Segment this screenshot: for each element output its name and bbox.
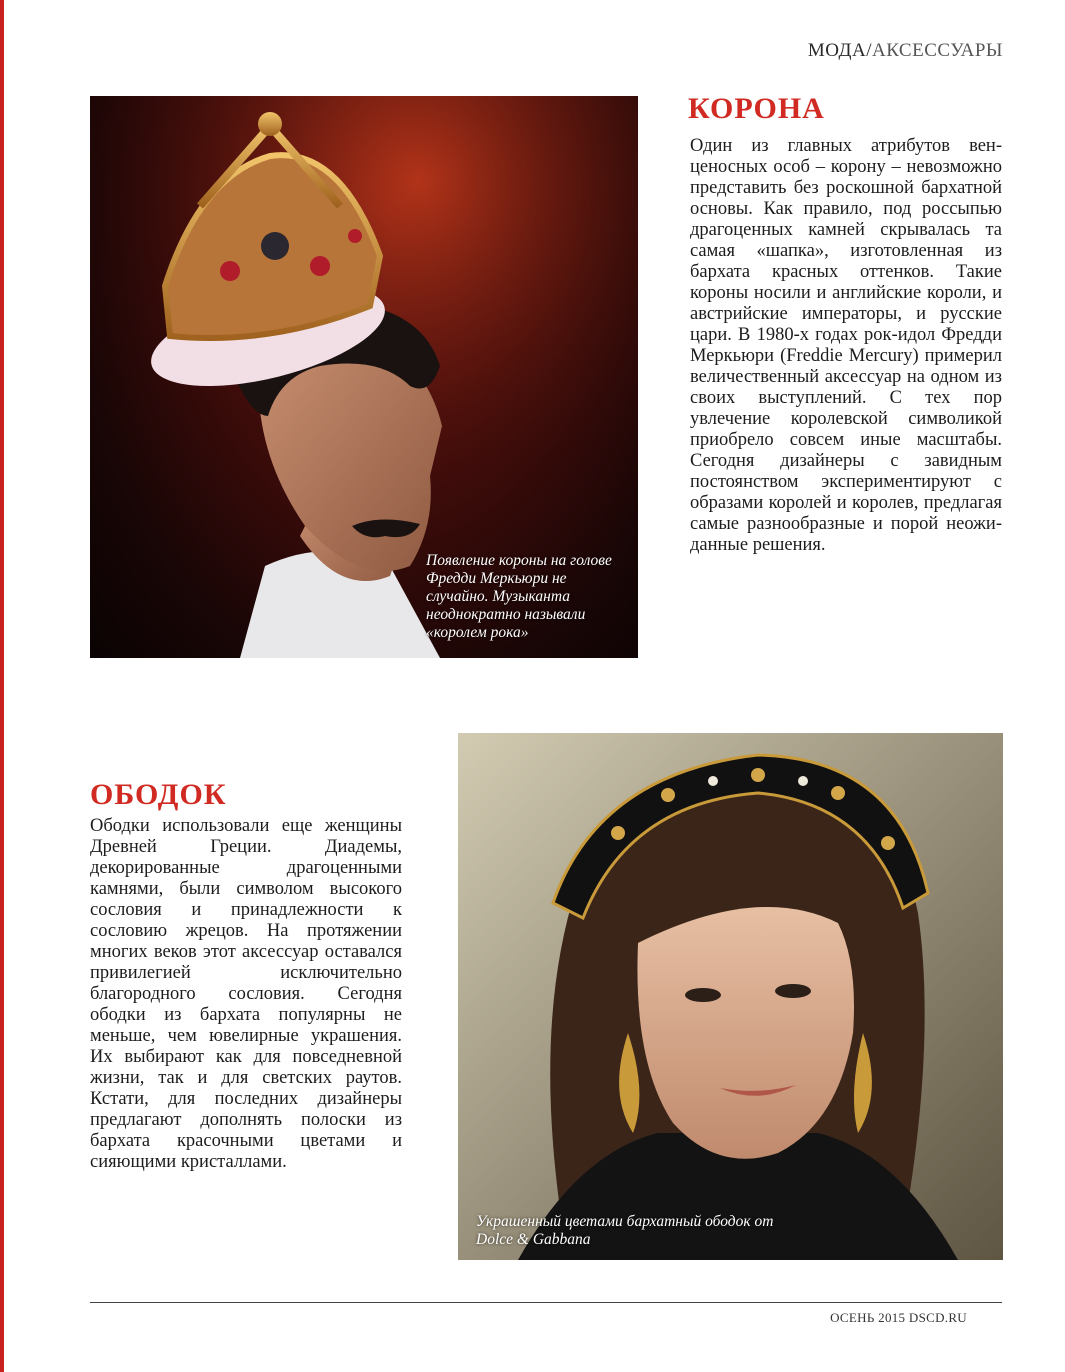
headband-heading: ОБОДОК (90, 778, 227, 811)
crown-body-text: Один из главных атрибутов венценосных особ – корону – невозможно представить без роскошной бархатной основы. Как правило, под россыпью драгоценных камней скрывалась та самая «шапка», изготовленная из бархата красных оттенков. Такие короны носили и английские короли, и австрийские императоры, и русские цари. В 1980-х годах рок-идол Фредди Меркьюри (Freddie Mercury) примерил величественный аксессуар на одном из своих выступлений. С тех пор увлечение королевской символикой приобрело совсем иные масштабы. Сегодня дизайнеры с завидным постоянством экспериментируют с образами королей и королев, предлагая самые разнообразные и порой неожиданные решения. (690, 136, 1002, 555)
headband-photo (458, 733, 1003, 1260)
crown-photo-caption: Появление короны на голове Фредди Меркьюри не случайно. Музыканта неоднократно называли «королем рока» (426, 552, 612, 641)
headband-body-text: Ободки использовали еще женщины Древней Греции. Диадемы, декорированные драгоценными камнями, были символом высокого сословия и принадлежности к сословию жрецов. На протяжении многих веков этот аксессуар оставался привилегией исключительно благородного сословия. Сегодня ободки из бархата популярны не меньше, чем ювелирные украшения. Их выбирают как для повседневной жизни, так и для светских раутов. Кстати, для последних дизайнеры предлагают дополнять полоски из бархата красочными цветами и сияющими кристаллами. (90, 816, 402, 1172)
crown-photo (90, 96, 638, 658)
headband-photo-caption: Украшенный цветами бархатный ободок от Dolce & Gabbana (476, 1213, 774, 1248)
footer-divider (90, 1302, 1002, 1303)
section-separator: / (866, 40, 873, 61)
footer-issue: ОСЕНЬ 2015 (830, 1310, 906, 1325)
crown-heading: КОРОНА (688, 92, 825, 125)
page-footer (830, 1310, 967, 1326)
subsection-label: АКСЕССУАРЫ (872, 40, 1003, 61)
headband-photo-illustration (458, 733, 1003, 1260)
page-edge-stripe (0, 0, 4, 1372)
footer-site: DSCD.RU (908, 1310, 967, 1325)
section-label: МОДА (807, 40, 867, 61)
section-header (808, 40, 1003, 62)
